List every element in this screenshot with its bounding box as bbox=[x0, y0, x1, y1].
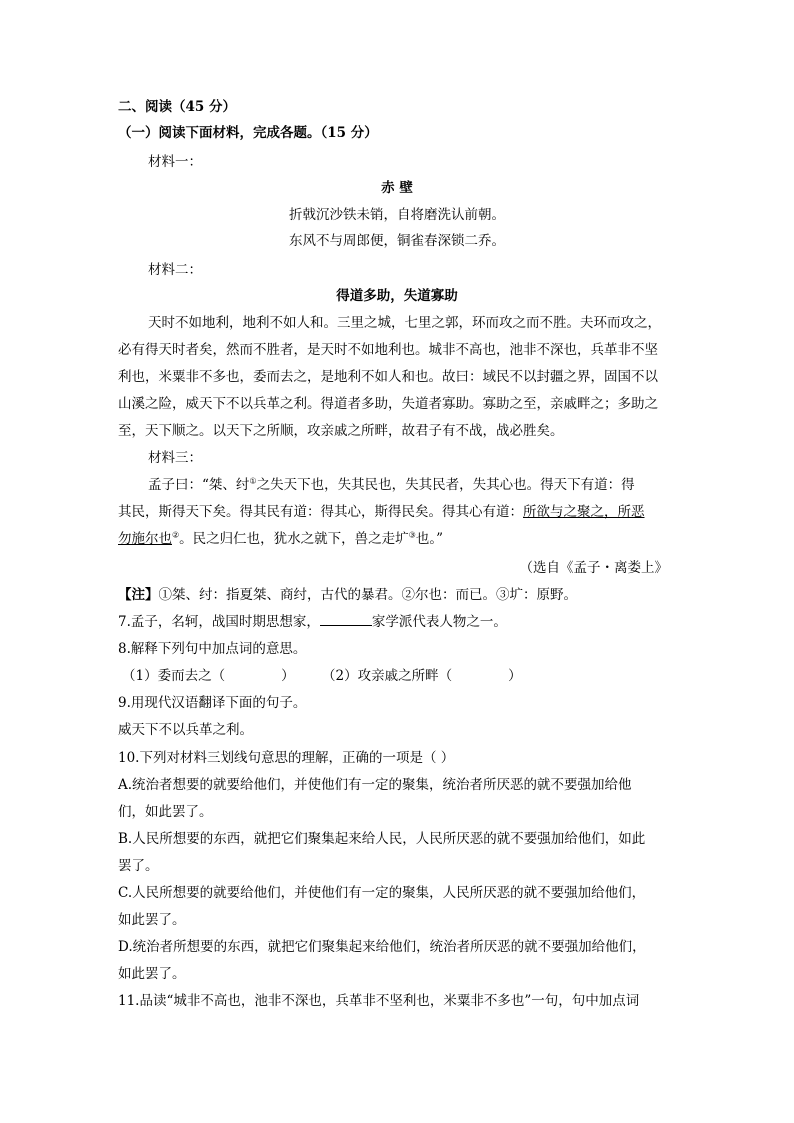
section-heading: 二、阅读（45 分） bbox=[118, 99, 236, 115]
note bbox=[118, 586, 577, 604]
option-a: A.统治者想要的就要给他们，并使他们有一定的聚集，统治者所厌恶的就不要强加给他 bbox=[118, 777, 632, 793]
material3-line-2 bbox=[118, 503, 645, 521]
question-8-item-2 bbox=[322, 667, 522, 685]
poem-title: 赤 壁 bbox=[381, 180, 413, 196]
material2-title: 得道多助，失道寡助 bbox=[336, 288, 458, 304]
text-span: 7.孟子，名轲，战国时期思想家， bbox=[118, 614, 320, 630]
question-9-sentence: 威天下不以兵革之利。 bbox=[118, 722, 253, 738]
question-11: 11.品读“城非不高也，池非不深也，兵革非不坚利也，米粟非不多也”一句，句中加点词 bbox=[118, 993, 640, 1009]
footnote-mark: ② bbox=[172, 530, 180, 540]
question-7 bbox=[118, 613, 507, 631]
text-span: ） bbox=[508, 668, 522, 684]
option-c: C.人民所想要的就要给他们，并使他们有一定的聚集，人民所厌恶的就不要强加给他们， bbox=[118, 885, 646, 901]
text-span: 其民，斯得天下矣。得其民有道：得其心，斯得民矣。得其心有道： bbox=[118, 504, 523, 520]
question-8-item-1 bbox=[122, 667, 295, 685]
note-text: ①桀、纣：指夏桀、商纣，古代的暴君。②尔也：而已。③圹：原野。 bbox=[158, 587, 577, 603]
poem-line: 东风不与周郎便，铜雀春深锁二乔。 bbox=[289, 233, 505, 249]
text-span: 。民之归仁也，犹水之就下，兽之走圹 bbox=[179, 531, 409, 547]
text-span: ） bbox=[281, 668, 295, 684]
passage-line: 利也，米粟非不多也，委而去之，是地利不如人和也。故曰：域民不以封疆之界，固国不以 bbox=[118, 369, 658, 385]
question-9: 9.用现代汉语翻译下面的句子。 bbox=[118, 695, 307, 711]
answer-blank[interactable] bbox=[320, 613, 372, 626]
poem-line: 折戟沉沙铁未销，自将磨洗认前朝。 bbox=[289, 207, 505, 223]
text-span: 之失天下也，失其民也，失其民者，失其心也。得天下有道：得 bbox=[256, 477, 635, 493]
option-b: B.人民所想要的东西，就把它们聚集起来给人民，人民所厌恶的就不要强加给他们，如此 bbox=[118, 831, 646, 847]
option-d: D.统治者所想要的东西，就把它们聚集起来给他们，统治者所厌恶的就不要强加给他们， bbox=[118, 939, 646, 955]
note-tag: 【注】 bbox=[118, 587, 159, 603]
text-span: 孟子曰：“桀、纣 bbox=[148, 477, 250, 493]
material2-label: 材料二： bbox=[148, 262, 202, 278]
material1-label: 材料一： bbox=[148, 154, 202, 170]
option-c-cont: 如此罢了。 bbox=[118, 912, 186, 928]
passage-line: 必有得天时者矣，然而不胜者，是天时不如地利也。城非不高也，池非不深也，兵革非不坚 bbox=[118, 342, 658, 358]
text-span: 也。” bbox=[415, 531, 443, 547]
underlined-sentence: 所欲与之聚之，所恶 bbox=[523, 504, 645, 520]
passage-line: 天时不如地利，地利不如人和。三里之城，七里之郭，环而攻之而不胜。夫环而攻之， bbox=[148, 315, 661, 331]
footnote-mark: ③ bbox=[408, 530, 416, 540]
option-a-cont: 们，如此罢了。 bbox=[118, 804, 213, 820]
text-span: （2）攻亲戚之所畔（ bbox=[322, 668, 453, 684]
source-citation: （选自《孟子・离娄上》 bbox=[519, 560, 668, 576]
material3-label: 材料三： bbox=[148, 450, 202, 466]
text-span: 家学派代表人物之一。 bbox=[371, 614, 507, 630]
material3-line-3 bbox=[118, 530, 443, 548]
question-10: 10.下列对材料三划线句意思的理解，正确的一项是（ ） bbox=[118, 750, 455, 766]
option-d-cont: 如此罢了。 bbox=[118, 966, 186, 982]
passage-line: 山溪之险，威天下不以兵革之利。得道者多助，失道者寡助。寡助之至，亲戚畔之；多助之 bbox=[118, 396, 658, 412]
text-span: （1）委而去之（ bbox=[122, 668, 226, 684]
option-b-cont: 罢了。 bbox=[118, 858, 159, 874]
footnote-mark: ① bbox=[249, 476, 257, 486]
material3-line-1 bbox=[148, 476, 635, 494]
sub-heading: （一）阅读下面材料，完成各题。（15 分） bbox=[118, 125, 378, 141]
question-8: 8.解释下列句中加点词的意思。 bbox=[118, 641, 307, 657]
underlined-sentence: 勿施尔也 bbox=[118, 531, 172, 547]
passage-line: 至，天下顺之。以天下之所顺，攻亲戚之所畔，故君子有不战，战必胜矣。 bbox=[118, 423, 564, 439]
